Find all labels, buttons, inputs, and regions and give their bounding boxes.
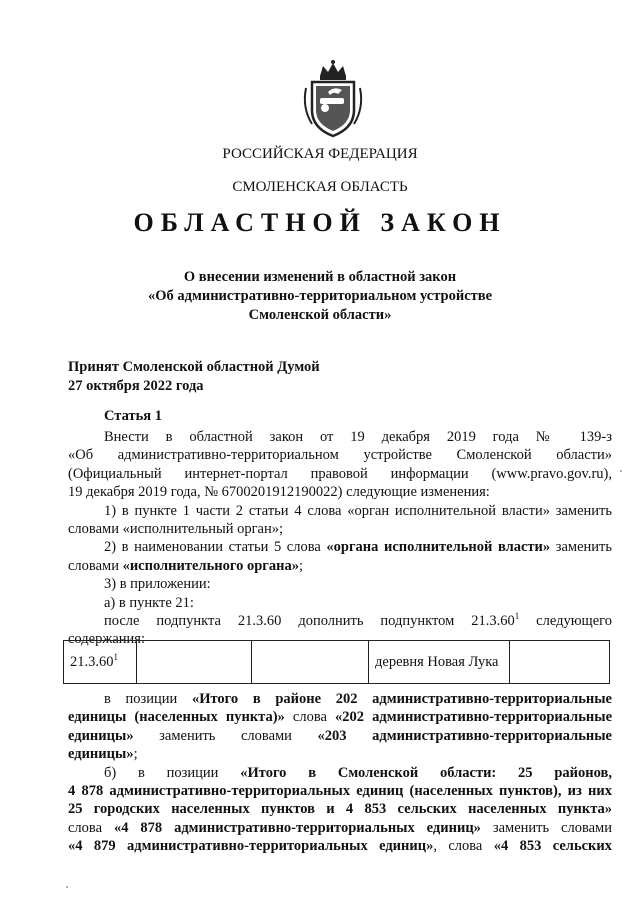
paragraph-line: а) в пункте 21: bbox=[104, 594, 194, 611]
bold-span: «органа исполнительной власти» bbox=[326, 539, 551, 556]
bold-span: «Итого в Смоленской области: 25 районов, bbox=[240, 764, 612, 781]
paragraph-line bbox=[68, 837, 612, 855]
text-span: б) в позиции bbox=[104, 764, 241, 781]
bold-span: единицы» bbox=[68, 746, 134, 763]
bold-span: единицы» bbox=[68, 727, 134, 744]
insert-table bbox=[63, 640, 610, 684]
law-title bbox=[0, 268, 640, 325]
text-span: заменить словами bbox=[480, 819, 612, 836]
text-span: словами bbox=[68, 557, 123, 574]
text-span: ; bbox=[133, 746, 138, 763]
paragraph-line bbox=[68, 557, 612, 575]
article-body-continued bbox=[68, 690, 612, 856]
paragraph-line: «Об административно-территориальном устройстве Смоленской области» bbox=[68, 447, 612, 464]
document-type-heading: ОБЛАСТНОЙ ЗАКОН bbox=[133, 208, 507, 237]
bold-span: «исполнительного органа» bbox=[122, 557, 299, 574]
text-span: ; bbox=[298, 557, 303, 574]
paragraph-line: 19 декабря 2019 года, № 6700201912190022) следующие изменения: bbox=[68, 484, 490, 501]
paragraph-line bbox=[68, 819, 612, 837]
law-title-line: «Об административно-территориальном устройстве bbox=[147, 288, 493, 304]
text-span: в позиции bbox=[104, 691, 192, 707]
law-title-line: Смоленской области» bbox=[248, 307, 392, 323]
paragraph-line bbox=[68, 708, 612, 726]
adoption-date: 27 октября 2022 года bbox=[68, 378, 204, 394]
text-span: заменить словами bbox=[133, 727, 318, 744]
paragraph-line bbox=[68, 690, 612, 708]
table-cell-code bbox=[64, 641, 137, 684]
text-span: , слова bbox=[433, 838, 494, 855]
table-cell bbox=[252, 641, 369, 684]
paragraph-line bbox=[68, 727, 612, 745]
paragraph-line: содержания: bbox=[68, 631, 146, 648]
article-heading: Статья 1 bbox=[104, 408, 162, 424]
text-span: слова bbox=[284, 709, 336, 726]
paragraph-line: Внести в областной закон от 19 декабря 2019 года № 139-з bbox=[104, 429, 612, 445]
paragraph-line: словами «исполнительный орган»; bbox=[68, 521, 284, 538]
code-text: 21.3.60 bbox=[70, 653, 114, 670]
coat-of-arms-emblem bbox=[298, 58, 368, 140]
bold-span: 4 878 административно-территориальных единиц (населенных пунктов), из них bbox=[68, 783, 612, 800]
table-cell-village: деревня Новая Лука bbox=[369, 641, 510, 684]
paragraph-line bbox=[68, 764, 612, 782]
text-span: слова bbox=[68, 819, 114, 836]
paragraph-line: (Официальный интернет-портал правовой информации (www.pravo.gov.ru), bbox=[68, 465, 612, 482]
adoption-line: Принят Смоленской областной Думой bbox=[68, 359, 320, 375]
bold-span: «203 административно-территориальные bbox=[317, 727, 612, 744]
law-title-line: О внесении изменений в областной закон bbox=[183, 269, 457, 285]
bold-span: «4 879 административно-территориальных единиц» bbox=[68, 838, 434, 855]
bold-span: «4 853 сельских bbox=[493, 838, 613, 855]
scan-speck bbox=[66, 886, 68, 888]
region-heading: СМОЛЕНСКАЯ ОБЛАСТЬ bbox=[232, 179, 408, 195]
bold-span: «Итого в районе 202 административно-территориальные bbox=[191, 691, 612, 707]
table-cell bbox=[137, 641, 252, 684]
paragraph-line bbox=[68, 538, 612, 556]
text-span: после подпункта 21.3.60 дополнить подпунктом 21.3.60 bbox=[104, 613, 515, 630]
text-span: заменить bbox=[550, 539, 612, 556]
bold-span: 25 городских населенных пунктов и 4 853 сельских населенных пункта» bbox=[68, 801, 612, 818]
superscript: 1 bbox=[113, 651, 118, 662]
paragraph-line bbox=[68, 782, 612, 800]
adoption-note bbox=[68, 358, 320, 396]
table-cell bbox=[510, 641, 610, 684]
bold-span: «4 878 административно-территориальных единиц» bbox=[113, 819, 481, 836]
text-span: следующего bbox=[519, 613, 612, 630]
paragraph-line bbox=[68, 800, 612, 818]
bold-span: единицы (населенных пункта)» bbox=[68, 709, 285, 726]
paragraph-line: 1) в пункте 1 части 2 статьи 4 слова «орган исполнительной власти» заменить bbox=[104, 502, 612, 519]
table-row bbox=[64, 641, 610, 684]
paragraph-line: 3) в приложении: bbox=[104, 576, 211, 593]
scan-speck bbox=[620, 470, 622, 472]
paragraph-line bbox=[68, 745, 612, 763]
superscript: 1 bbox=[514, 611, 520, 622]
article-body bbox=[68, 428, 612, 649]
paragraph-line bbox=[68, 612, 612, 630]
federation-heading: РОССИЙСКАЯ ФЕДЕРАЦИЯ bbox=[222, 146, 418, 162]
text-span: 2) в наименовании статьи 5 слова bbox=[104, 539, 327, 556]
bold-span: «202 административно-территориальные bbox=[335, 709, 613, 726]
